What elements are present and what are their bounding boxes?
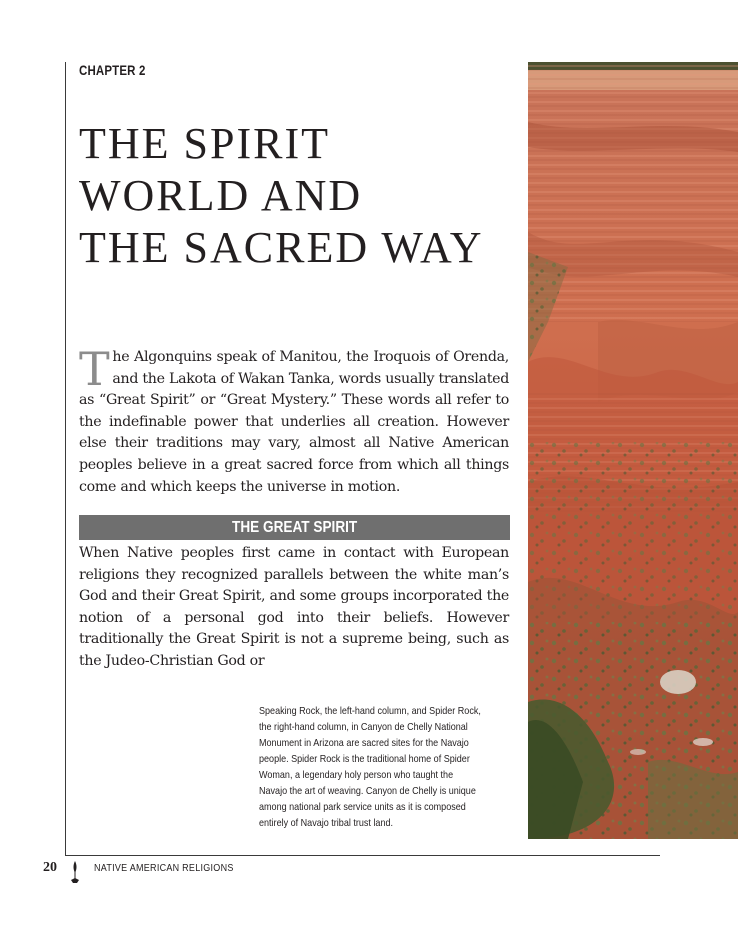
caption-line: people. Spider Rock is the traditional home of Spider <box>259 753 470 765</box>
caption-line: among national park service units as it is composed <box>259 801 466 813</box>
intro-paragraph <box>79 342 509 498</box>
left-margin-rule <box>65 62 66 855</box>
drop-cap: T <box>79 342 110 396</box>
caption-line: Navajo the art of weaving. Canyon de Chelly is unique <box>259 785 476 797</box>
title-line: THE SPIRIT <box>79 119 330 168</box>
caption-line: Woman, a legendary holy person who taught the <box>259 769 454 781</box>
section-heading <box>79 515 510 540</box>
title-line: WORLD AND <box>79 171 363 220</box>
running-head: NATIVE AMERICAN RELIGIONS <box>94 863 234 874</box>
page-number: 20 <box>43 860 57 875</box>
section-paragraph: When Native peoples first came in contact with European religions they recognized parallels between the white man’s God and their Great Spirit, and some groups incorporated the notion of a personal god into their beliefs. However traditionally the Great Spirit is not a supreme being, such as the Judeo-Christian God or <box>79 545 509 669</box>
canyon-photo <box>528 62 738 839</box>
photo-caption <box>259 703 521 831</box>
chapter-label: CHAPTER 2 <box>79 62 146 78</box>
feather-ornament-icon <box>69 860 81 884</box>
intro-text: he Algonquins speak of Manitou, the Iroquois of Orenda, and the Lakota of Wakan Tanka, words usually translated as “Great Spirit” or “Great Mystery.” These words all refer to the indefinable power that underlies all creation. However else their traditions may vary, almost all Native American peoples believe in a great sacred force from which all things come and which keeps the universe in motion. <box>79 349 509 495</box>
section-heading-text: THE GREAT SPIRIT <box>231 519 358 536</box>
caption-line: entirely of Navajo tribal trust land. <box>259 817 394 829</box>
title-line: THE SACRED WAY <box>79 223 484 272</box>
chapter-title <box>79 118 519 274</box>
caption-line: Speaking Rock, the left-hand column, and Spider Rock, <box>259 705 481 717</box>
footer-rule <box>65 855 660 856</box>
caption-line: Monument in Arizona are sacred sites for the Navajo <box>259 737 469 749</box>
caption-line: the right-hand column, in Canyon de Chelly National <box>259 721 468 733</box>
